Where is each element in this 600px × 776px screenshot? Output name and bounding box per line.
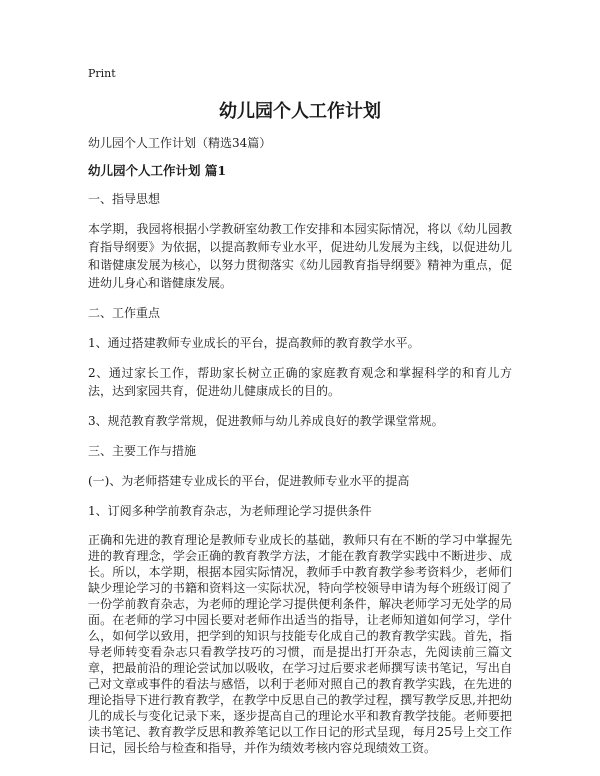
print-label[interactable]: Print: [88, 67, 116, 80]
document-title: 幼儿园个人工作计划: [219, 101, 381, 122]
subheading-magazines: 1、订阅多种学前教育杂志，为老师理论学习提供条件: [88, 504, 372, 518]
paragraph-theory-study: 正确和先进的教育理论是教师专业成长的基础，教师只有在不断的学习中掌握先进的教育理念，学会正确的教育教学方法，才能在教育教学实践中不断进步、成长。所以，本学期，根据本园实际情况，教师手中教育教学参考资料少，老师们缺少理论学习的书籍和资料这一实际状况，特向学校领导申请为每个班级订阅了一份学前教育杂志，为老师的理论学习提供便利条件，解决老师学习无处学的局面。在老师的学习中园长要对老师作出适当的指导，让老师知道如何学习，学什么，如何学以致用，把学到的知识与技能专化成自己的教育教学实践。首先，指导老师转变看杂志只看教学技巧的习惯，而是提出打开杂志，先阅读前三篇文章，把最前沿的理论尝试加以吸收，在学习过后要求老师撰写读书笔记，写出自己对文章或事件的看法与感悟，以利于老师对照自己的教育教学实践，在先进的理论指导下进行教育教学，在教学中反思自己的教学过程，撰写教学反思,并把幼儿的成长与变化记录下来，逐步提高自己的理论水平和教育教学技能。老师要把读书笔记、教育教学反思和教养笔记以工作日记的形式呈现，每月25号上交工作日记，园长给与检查和指导，并作为绩效考核内容兑现绩效工资。: [88, 533, 512, 755]
heading-work-focus: 二、工作重点: [88, 306, 161, 320]
heading-main-work: 三、主要工作与措施: [88, 444, 197, 458]
paragraph-focus-2: 2、通过家长工作，帮助家长树立正确的家庭教育观念和掌握科学的和育儿方法，达到家园共育，促进幼儿健康成长的目的。: [88, 366, 512, 398]
document-subtitle: 幼儿园个人工作计划（精选34篇）: [88, 136, 272, 150]
paragraph-focus-3: 3、规范教育教学常规，促进教师与幼儿养成良好的教学课堂常规。: [88, 414, 444, 428]
section-title: 幼儿园个人工作计划 篇1: [88, 163, 227, 178]
heading-guiding-ideology: 一、指导思想: [88, 192, 161, 206]
subheading-platform: (一)、为老师搭建专业成长的平台，促进教师专业水平的提高: [88, 474, 410, 488]
paragraph-guiding-ideology: 本学期，我园将根据小学教研室幼教工作安排和本园实际情况，将以《幼儿园教育指导纲要》为依据，以提高教师专业水平，促进幼儿发展为主线，以促进幼儿和谐健康发展为核心，以努力贯彻落实《幼儿园教育指导纲要》精神为重点，促进幼儿身心和谐健康发展。: [88, 222, 512, 290]
paragraph-focus-1: 1、通过搭建教师专业成长的平台，提高教师的教育教学水平。: [88, 336, 420, 350]
